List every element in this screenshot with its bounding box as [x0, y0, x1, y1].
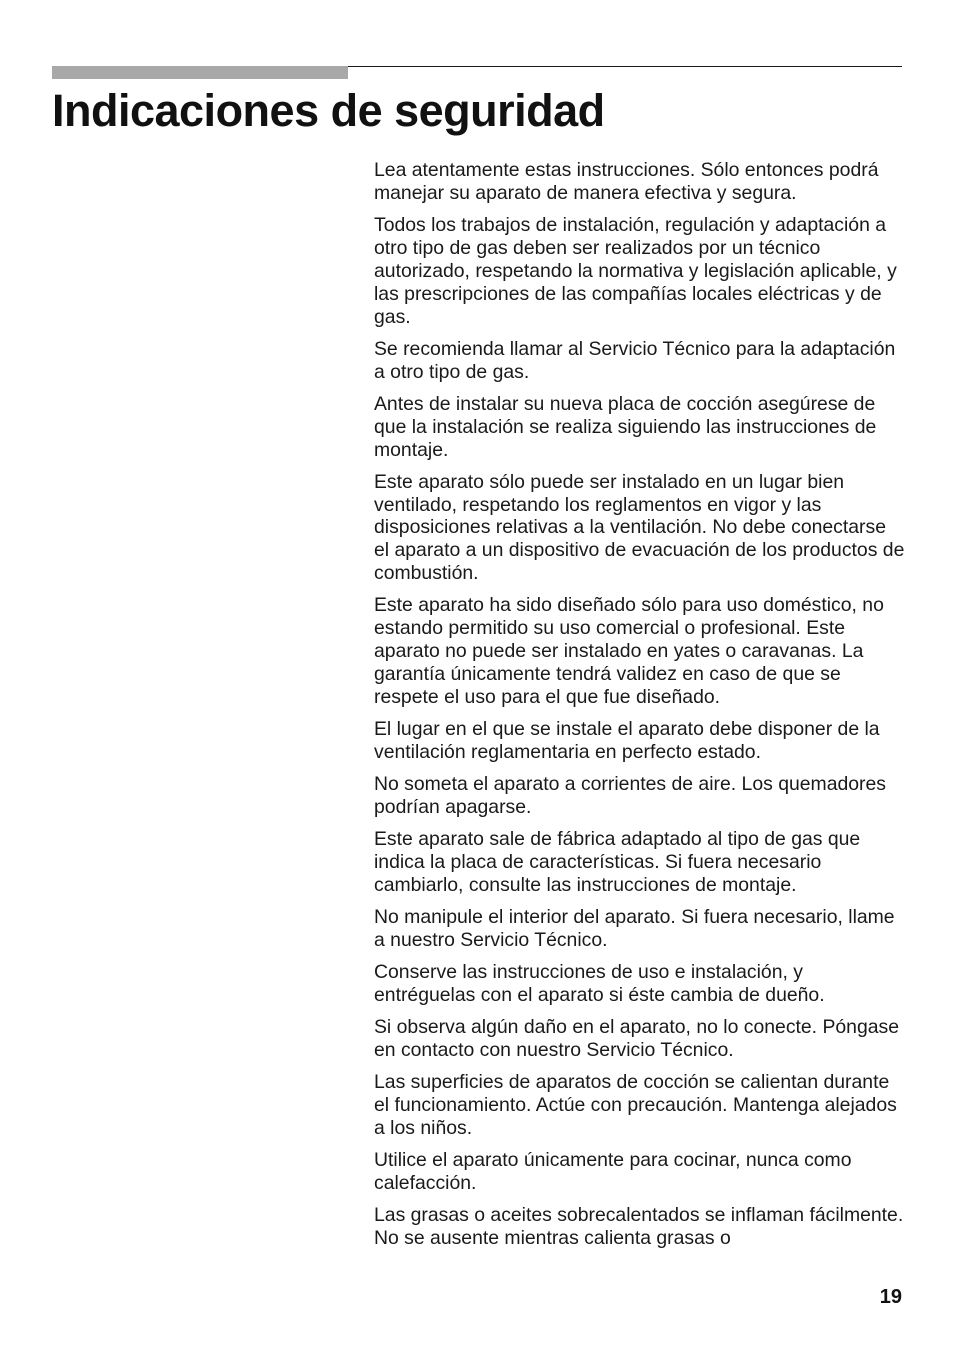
header-accent-bar [52, 66, 348, 79]
paragraph: Se recomienda llamar al Servicio Técnico para la adaptación a otro tipo de gas. [374, 337, 896, 383]
page-number: 19 [879, 1286, 902, 1308]
paragraph: No manipule el interior del aparato. Si fuera necesario, llame a nuestro Servicio Técnico. [374, 905, 895, 951]
paragraph: Las superficies de aparatos de cocción se calientan durante el funcionamiento. Actúe con precaución. Mantenga alejados a los niños. [374, 1070, 897, 1139]
paragraph: Antes de instalar su nueva placa de cocción asegúrese de que la instalación se realiza siguiendo las instrucciones de montaje. [374, 392, 877, 461]
paragraph: Este aparato sale de fábrica adaptado al tipo de gas que indica la placa de características. Si fuera necesario cambiarlo, consulte las instrucciones de montaje. [374, 828, 861, 896]
paragraph: Conserve las instrucciones de uso e instalación, y entréguelas con el aparato si éste cambia de dueño. [374, 960, 825, 1006]
paragraph: No someta el aparato a corrientes de aire. Los quemadores podrían apagarse. [374, 773, 886, 818]
paragraph: Este aparato ha sido diseñado sólo para uso doméstico, no estando permitido su uso comercial o profesional. Este aparato no puede ser instalado en yates o caravanas. La garantía únicamente tendrá validez en caso de que se respete el uso para el que fue diseñado. [374, 594, 884, 708]
page-title: Indicaciones de seguridad [52, 85, 605, 136]
paragraph: Si observa algún daño en el aparato, no lo conecte. Póngase en contacto con nuestro Servicio Técnico. [374, 1015, 900, 1061]
paragraph: El lugar en el que se instale el aparato debe disponer de la ventilación reglamentaria en perfecto estado. [374, 718, 880, 763]
paragraph: Lea atentamente estas instrucciones. Sólo entonces podrá manejar su aparato de manera efectiva y segura. [374, 159, 879, 204]
paragraph: Todos los trabajos de instalación, regulación y adaptación a otro tipo de gas deben ser realizados por un técnico autorizado, respetando la normativa y legislación aplicable, y las prescripciones de las compañías locales eléctricas y de gas. [374, 214, 897, 328]
paragraph: Utilice el aparato únicamente para cocinar, nunca como calefacción. [374, 1148, 852, 1194]
paragraph: Este aparato sólo puede ser instalado en un lugar bien ventilado, respetando los reglamentos en vigor y las disposiciones relativas a la ventilación. No debe conectarse el aparato a un dispositivo de evacuación de los productos de combustión. [374, 470, 905, 585]
paragraph: Las grasas o aceites sobrecalentados se inflaman fácilmente. No se ausente mientras calienta grasas o [374, 1203, 904, 1249]
safety-instructions-body [374, 159, 906, 1259]
